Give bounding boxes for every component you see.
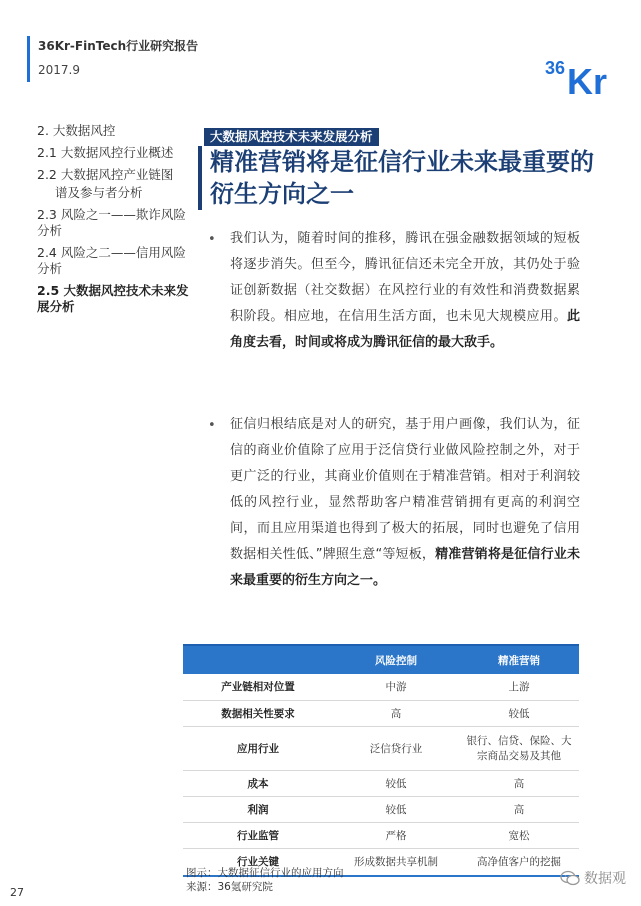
toc-item[interactable]: 2.1 大数据风控行业概述 [37, 145, 174, 160]
table-cell: 中游 [333, 674, 459, 700]
table-header-cell: 精准营销 [459, 645, 579, 674]
table-row [183, 770, 579, 796]
table-cell: 上游 [459, 674, 579, 700]
toc-item[interactable]: 2.2 大数据风控产业链图 [37, 167, 174, 182]
table-row-header: 产业链相对位置 [183, 674, 333, 700]
table-cell: 严格 [333, 822, 459, 848]
paragraph-text: 征信归根结底是对人的研究，基于用户画像，我们认为，征信的商业价值除了应用于泛信贷行业做风险控制之外，对于更广泛的行业，其商业价值则在于精准营销。相对于利润较低的风控行业，显然帮助客户精准营销拥有更高的利润空间，而且应用渠道也得到了极大的拓展，同时也避免了信用数据相关性低、”牌照生意“等短板， [230, 417, 580, 562]
comparison-table [183, 644, 579, 877]
paragraph [230, 412, 580, 594]
page-headline: 精准营销将是征信行业未来最重要的衍生方向之一 [210, 148, 594, 208]
toc-item[interactable]: 谱及参与者分析 [55, 185, 143, 200]
table-row-header: 利润 [183, 796, 333, 822]
figure-title: 图示：大数据征信行业的应用方向 [186, 867, 344, 879]
wechat-icon [560, 870, 580, 886]
table-cell: 较低 [459, 700, 579, 726]
figure-caption [186, 866, 344, 894]
wechat-watermark [560, 868, 626, 888]
toc-item[interactable]: 2. 大数据风控 [37, 123, 116, 138]
table-row-header: 数据相关性要求 [183, 700, 333, 726]
table-row [183, 700, 579, 726]
table-row [183, 822, 579, 848]
table-cell: 高净值客户的挖掘 [459, 848, 579, 876]
paragraph-text: 我们认为，随着时间的推移，腾讯在强金融数据领域的短板将逐步消失。但至今，腾讯征信还未完全开放，其仍处于验证创新数据（社交数据）在风控行业的有效性和消费数据累积阶段。相应地，在信用生活方面，也未见大规模应用。 [230, 231, 580, 324]
report-date: 2017.9 [38, 63, 80, 77]
header-accent-bar [27, 36, 30, 82]
bullet-marker: • [208, 232, 216, 247]
table-row [183, 796, 579, 822]
36kr-logo-icon [545, 52, 615, 96]
headline-accent-bar [198, 146, 202, 210]
sidebar-toc [37, 123, 197, 321]
logo-36-text: 36 [545, 58, 566, 78]
table-cell: 较低 [333, 796, 459, 822]
table-row-header: 应用行业 [183, 726, 333, 770]
table-row-header: 行业监管 [183, 822, 333, 848]
toc-item-active[interactable]: 2.5 大数据风控技术未来发展分析 [37, 283, 189, 314]
table-header-row [183, 645, 579, 674]
table-cell: 高 [459, 770, 579, 796]
section-banner: 大数据风控技术未来发展分析 [204, 128, 379, 146]
figure-source: 来源：36氪研究院 [186, 881, 273, 893]
toc-item[interactable]: 2.4 风险之二——信用风险分析 [37, 245, 186, 276]
table-header-cell [183, 645, 333, 674]
table-cell: 泛信贷行业 [333, 726, 459, 770]
paragraph-emphasis: 此角度去看，时间或将成为腾讯征信的最大敌手。 [230, 309, 580, 350]
bullet-marker: • [208, 418, 216, 433]
table-row [183, 726, 579, 770]
paragraph [230, 226, 580, 356]
table-row [183, 674, 579, 700]
table-cell: 宽松 [459, 822, 579, 848]
page-number: 27 [10, 886, 24, 899]
paragraph-emphasis: 精准营销将是征信行业未来最重要的衍生方向之一。 [230, 547, 580, 588]
watermark-text: 数据观 [584, 871, 626, 887]
table-cell: 高 [459, 796, 579, 822]
report-title: 36Kr-FinTech行业研究报告 [38, 39, 199, 53]
table-cell: 较低 [333, 770, 459, 796]
table-cell: 形成数据共享机制 [333, 848, 459, 876]
table-row-header: 成本 [183, 770, 333, 796]
logo-kr-text: Kr [567, 61, 608, 96]
toc-item[interactable]: 2.3 风险之一——欺诈风险分析 [37, 207, 186, 238]
table-row-header: 行业关键 [183, 848, 333, 876]
table-header-cell: 风险控制 [333, 645, 459, 674]
table-cell: 高 [333, 700, 459, 726]
table-cell: 银行、信贷、保险、大宗商品交易及其他 [459, 726, 579, 770]
